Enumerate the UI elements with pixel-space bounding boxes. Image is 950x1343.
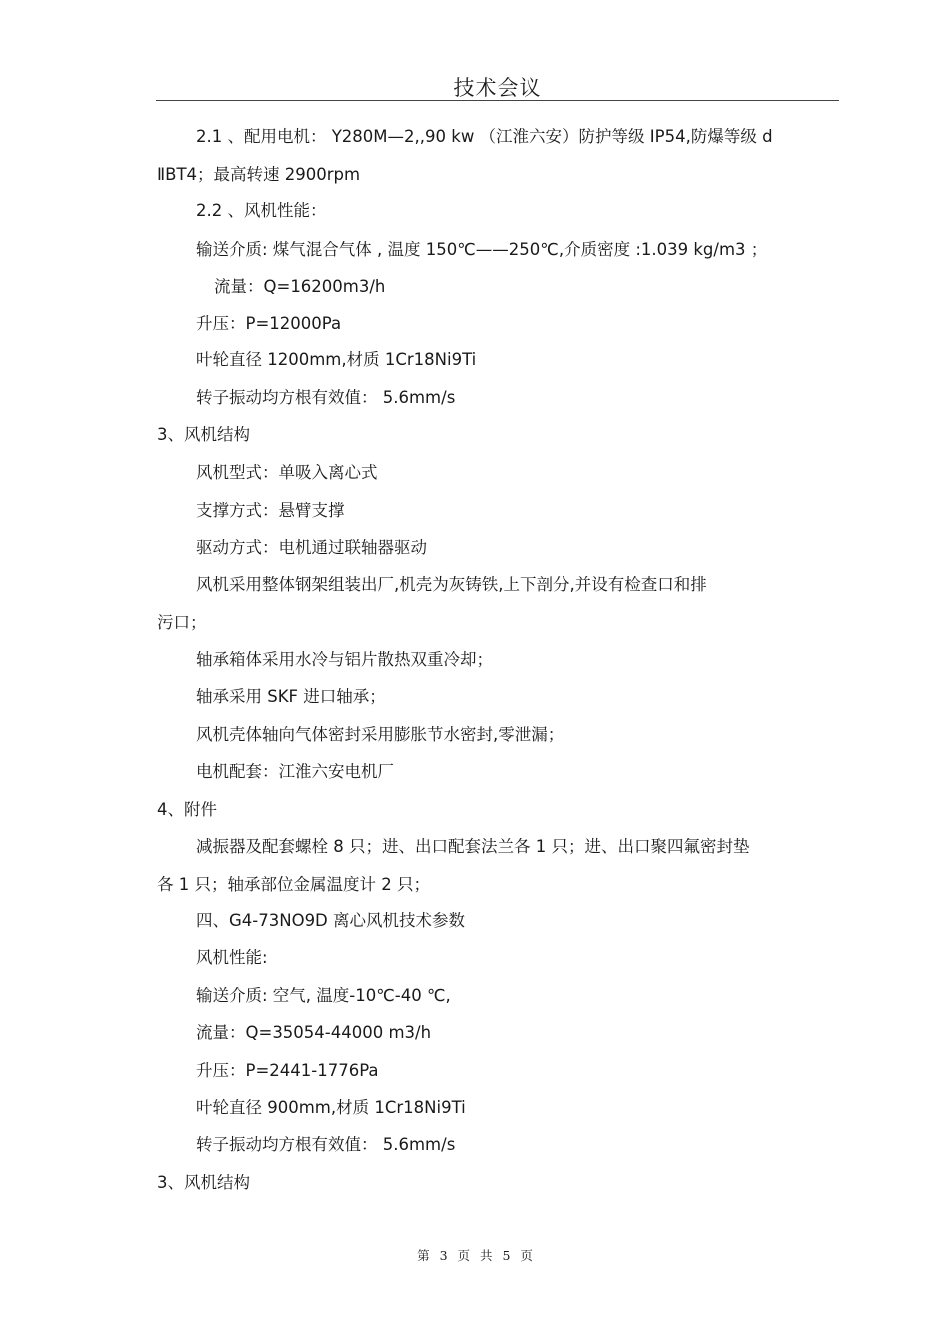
page-number: 第 3 页 共 5 页: [417, 1248, 533, 1263]
para-motor-supplier: 电机配套：江淮六安电机厂: [196, 762, 394, 781]
section-g4-73: 四、G4-73NO9D 离心风机技术参数: [196, 911, 466, 930]
para-seal: 风机壳体轴向气体密封采用膨胀节水密封,零泄漏；: [196, 725, 565, 744]
para-motor-spec: 2.1 、配用电机： Y280M—2,,90 kw （江淮六安）防护等级 IP54,防爆等级 d: [196, 127, 773, 146]
para-fan-type: 风机型式：单吸入离心式: [196, 463, 378, 482]
para-vibration-2: 转子振动均方根有效值： 5.6mm/s: [196, 1135, 456, 1154]
para-impeller-2: 叶轮直径 900mm,材质 1Cr18Ni9Ti: [196, 1098, 466, 1117]
para-pressure-2: 升压：P=2441-1776Pa: [196, 1061, 379, 1080]
para-bearing-cooling: 轴承箱体采用水冷与铝片散热双重冷却；: [196, 650, 493, 669]
para-assembly: 风机采用整体钢架组装出厂,机壳为灰铸铁,上下剖分,并设有检查口和排: [196, 575, 707, 594]
para-impeller: 叶轮直径 1200mm,材质 1Cr18Ni9Ti: [196, 350, 477, 369]
para-bearing: 轴承采用 SKF 进口轴承；: [196, 687, 386, 706]
section-fan-structure-2: 3、风机结构: [157, 1173, 250, 1192]
para-accessories: 减振器及配套螺栓 8 只；进、出口配套法兰各 1 只；进、出口聚四氟密封垫: [196, 837, 750, 856]
page-header-title: 技术会议: [453, 76, 542, 100]
para-accessories-cont: 各 1 只；轴承部位金属温度计 2 只；: [157, 875, 430, 894]
para-flow: 流量：Q=16200m3/h: [214, 277, 386, 296]
para-fan-performance-2: 风机性能:: [196, 948, 268, 967]
header-divider: [156, 100, 839, 101]
para-support: 支撑方式：悬臂支撑: [196, 501, 345, 520]
para-assembly-cont: 污口；: [157, 613, 207, 632]
section-accessories: 4、附件: [157, 800, 217, 819]
section-fan-structure: 3、风机结构: [157, 425, 250, 444]
para-vibration: 转子振动均方根有效值： 5.6mm/s: [196, 388, 456, 407]
para-medium-2: 输送介质: 空气, 温度-10℃-40 ℃,: [196, 986, 451, 1005]
para-medium: 输送介质: 煤气混合气体 , 温度 150℃——250℃,介质密度 :1.039 kg/m3 ；: [196, 240, 768, 259]
para-motor-spec-cont: ⅡBT4；最高转速 2900rpm: [157, 165, 361, 184]
para-flow-2: 流量：Q=35054-44000 m3/h: [196, 1023, 432, 1042]
para-drive: 驱动方式：电机通过联轴器驱动: [196, 538, 427, 557]
para-pressure: 升压：P=12000Pa: [196, 314, 342, 333]
section-fan-performance: 2.2 、风机性能：: [196, 201, 327, 220]
